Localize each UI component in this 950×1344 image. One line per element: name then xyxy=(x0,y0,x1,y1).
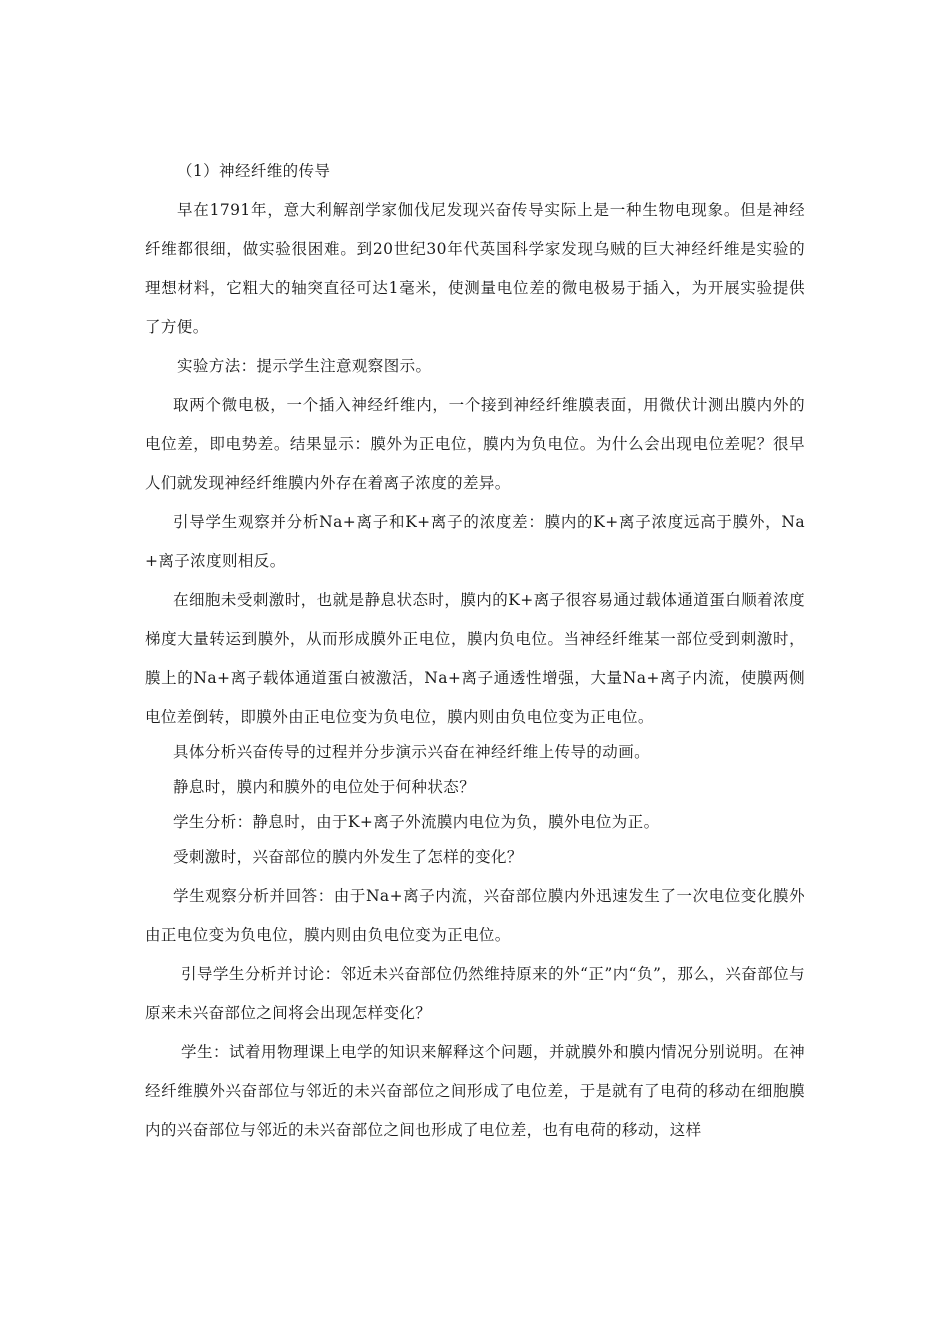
paragraph-discussion: 引导学生分析并讨论：邻近未兴奋部位仍然维持原来的外“正”内“负”，那么，兴奋部位与原来未兴奋部位之间将会出现怎样变化？ xyxy=(145,965,805,1022)
paragraph-student-explanation: 学生：试着用物理课上电学的知识来解释这个问题，并就膜外和膜内情况分别说明。在神经纤维膜外兴奋部位与邻近的未兴奋部位之间形成了电位差，于是就有了电荷的移动在细胞膜内的兴奋部位与邻近的未兴奋部位之间也形成了电位差，也有电荷的移动，这样 xyxy=(145,1043,805,1139)
paragraph-process-analysis: 具体分析兴奋传导的过程并分步演示兴奋在神经纤维上传导的动画。 xyxy=(173,743,651,761)
paragraph-ion-concentration: 引导学生观察并分析Na+离子和K+离子的浓度差：膜内的K+离子浓度远高于膜外，Na+离子浓度则相反。 xyxy=(145,513,805,570)
paragraph-electrodes: 取两个微电极，一个插入神经纤维内，一个接到神经纤维膜表面，用微伏计测出膜内外的电位差，即电势差。结果显示：膜外为正电位，膜内为负电位。为什么会出现电位差呢？很早人们就发现神经纤维膜内外存在着离子浓度的差异。 xyxy=(145,396,805,492)
section-heading: （1）神经纤维的传导 xyxy=(177,162,331,180)
paragraph-method: 实验方法：提示学生注意观察图示。 xyxy=(177,357,432,375)
paragraph-history: 早在1791年，意大利解剖学家伽伐尼发现兴奋传导实际上是一种生物电现象。但是神经纤维都很细，做实验很困难。到20世纪30年代英国科学家发现乌贼的巨大神经纤维是实验的理想材料，它粗大的轴突直径可达1毫米，使测量电位差的微电极易于插入，为开展实验提供了方便。 xyxy=(145,201,805,336)
document-body xyxy=(145,152,805,1150)
paragraph-question-resting: 静息时，膜内和膜外的电位处于何种状态？ xyxy=(173,778,476,796)
paragraph-student-answer: 学生观察分析并回答：由于Na+离子内流，兴奋部位膜内外迅速发生了一次电位变化膜外由正电位变为负电位，膜内则由负电位变为正电位。 xyxy=(145,887,805,944)
paragraph-question-stimulated: 受刺激时，兴奋部位的膜内外发生了怎样的变化？ xyxy=(173,848,523,866)
paragraph-student-analysis: 学生分析：静息时，由于K+离子外流膜内电位为负，膜外电位为正。 xyxy=(173,813,660,831)
paragraph-resting-state: 在细胞未受刺激时，也就是静息状态时，膜内的K+离子很容易通过载体通道蛋白顺着浓度梯度大量转运到膜外，从而形成膜外正电位，膜内负电位。当神经纤维某一部位受到刺激时，膜上的Na+离子载体通道蛋白被激活，Na+离子通透性增强，大量Na+离子内流，使膜两侧电位差倒转，即膜外由正电位变为负电位，膜内则由负电位变为正电位。 xyxy=(145,591,805,726)
